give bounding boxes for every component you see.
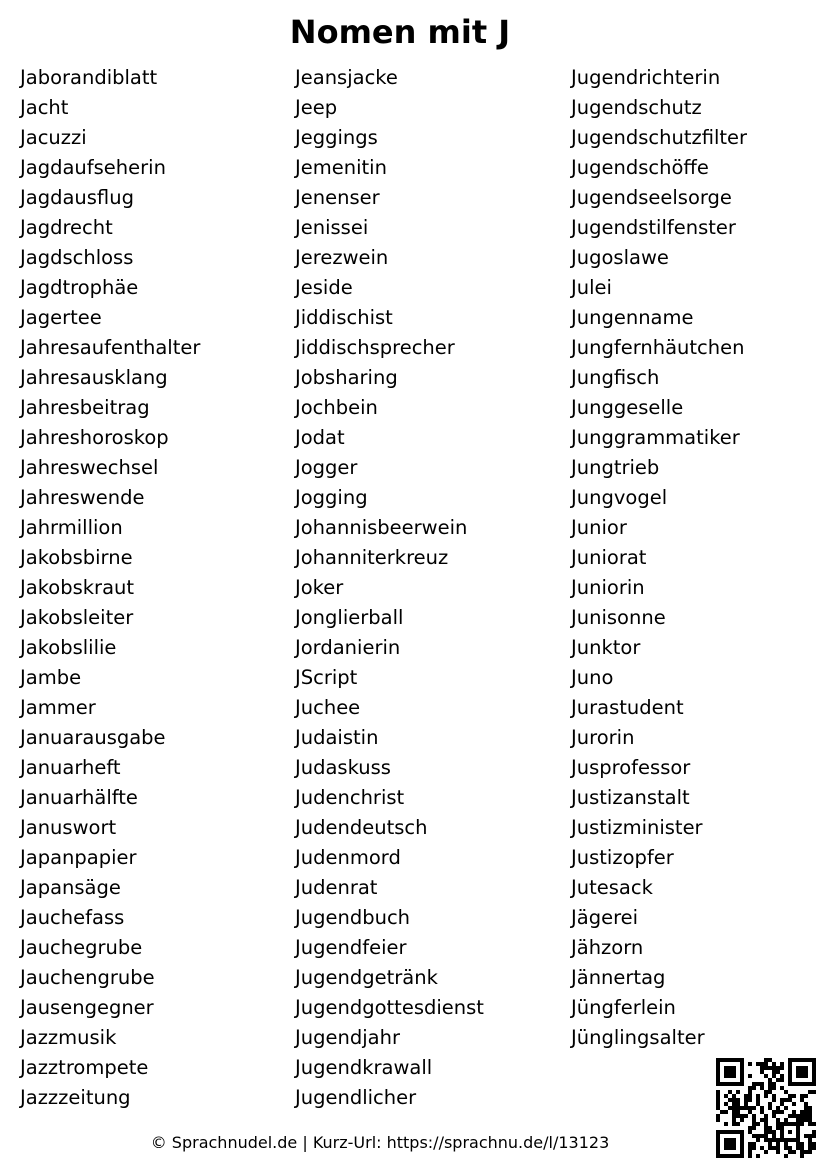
word-item: Jurorin: [571, 726, 635, 749]
word-item: Juniorat: [571, 546, 647, 569]
word-item: JScript: [295, 666, 358, 689]
word-item: Jahreswende: [20, 486, 145, 509]
word-item: Jakobsbirne: [20, 546, 133, 569]
word-item: Jobsharing: [295, 366, 398, 389]
word-item: Justizopfer: [571, 846, 674, 869]
word-item: Jahrmillion: [20, 516, 123, 539]
word-item: Jauchegrube: [20, 936, 143, 959]
word-item: Jugendjahr: [295, 1026, 400, 1049]
word-item: Jerezwein: [295, 246, 389, 269]
word-item: Jugendrichterin: [571, 66, 721, 89]
word-item: Jazztrompete: [20, 1056, 149, 1079]
word-item: Johannisbeerwein: [295, 516, 468, 539]
word-item: Jugendseelsorge: [571, 186, 732, 209]
word-item: Jammer: [20, 696, 96, 719]
word-item: Jüngferlein: [571, 996, 676, 1019]
word-item: Judenmord: [295, 846, 401, 869]
word-item: Jeggings: [295, 126, 378, 149]
word-item: Jonglierball: [295, 606, 404, 629]
word-item: Jahresausklang: [20, 366, 168, 389]
word-item: Junggrammatiker: [571, 426, 740, 449]
word-item: Japanpapier: [20, 846, 137, 869]
word-item: Jakobslilie: [20, 636, 117, 659]
word-item: Jännertag: [571, 966, 666, 989]
word-item: Jogger: [295, 456, 358, 479]
word-item: Jurastudent: [571, 696, 684, 719]
word-item: Jugendschutz: [571, 96, 702, 119]
word-item: Jugendbuch: [295, 906, 411, 929]
word-item: Jagdschloss: [20, 246, 134, 269]
word-item: Jaborandiblatt: [20, 66, 158, 89]
word-item: Jagdtrophäe: [20, 276, 139, 299]
word-item: Junisonne: [571, 606, 666, 629]
word-item: Jutesack: [571, 876, 653, 899]
word-item: Junggeselle: [571, 396, 684, 419]
word-item: Jusprofessor: [571, 756, 691, 779]
word-item: Januarausgabe: [20, 726, 166, 749]
word-item: Jagdaufseherin: [20, 156, 166, 179]
footer-credit: © Sprachnudel.de | Kurz-Url: https://sprachnu.de/l/13123: [150, 1133, 610, 1152]
word-item: Jungenname: [571, 306, 694, 329]
word-column-3: [571, 63, 747, 1053]
page-title: Nomen mit J: [289, 13, 511, 51]
word-item: Justizanstalt: [571, 786, 690, 809]
word-item: Judaskuss: [295, 756, 391, 779]
word-item: Jungtrieb: [571, 456, 660, 479]
word-item: Jeep: [295, 96, 338, 119]
word-item: Jenenser: [295, 186, 380, 209]
word-item: Jugendschutzfilter: [571, 126, 748, 149]
word-item: Jacuzzi: [20, 126, 87, 149]
word-item: Junktor: [571, 636, 641, 659]
word-item: Jugendgetränk: [295, 966, 438, 989]
word-item: Jägerei: [571, 906, 639, 929]
word-item: Jahreshoroskop: [20, 426, 169, 449]
word-item: Jugendstilfenster: [571, 216, 736, 239]
word-item: Jungfisch: [571, 366, 660, 389]
word-item: Jungfernhäutchen: [571, 336, 745, 359]
word-item: Jungvogel: [571, 486, 668, 509]
word-item: Jugendlicher: [295, 1086, 417, 1109]
word-item: Jazzmusik: [20, 1026, 117, 1049]
word-item: Juno: [571, 666, 614, 689]
word-item: Joker: [295, 576, 344, 599]
word-item: Jeansjacke: [295, 66, 398, 89]
word-item: Jugendfeier: [295, 936, 407, 959]
word-item: Juchee: [295, 696, 361, 719]
word-item: Juniorin: [571, 576, 645, 599]
word-item: Judendeutsch: [295, 816, 428, 839]
word-item: Justizminister: [571, 816, 703, 839]
word-item: Jahresbeitrag: [20, 396, 150, 419]
word-item: Jiddischsprecher: [295, 336, 455, 359]
word-item: Jahreswechsel: [20, 456, 159, 479]
word-item: Jahresaufenthalter: [20, 336, 201, 359]
word-item: Jacht: [20, 96, 69, 119]
word-item: Jenissei: [295, 216, 369, 239]
word-item: Januarheft: [20, 756, 121, 779]
word-item: Jordanierin: [295, 636, 401, 659]
word-item: Jakobsleiter: [20, 606, 134, 629]
word-item: Judaistin: [295, 726, 379, 749]
word-item: Jünglingsalter: [571, 1026, 705, 1049]
word-item: Jagdrecht: [20, 216, 113, 239]
word-item: Jogging: [295, 486, 368, 509]
word-item: Jiddischist: [295, 306, 393, 329]
word-item: Jeside: [295, 276, 353, 299]
word-item: Jakobskraut: [20, 576, 135, 599]
word-column-2: [295, 63, 484, 1113]
word-item: Jausengegner: [20, 996, 154, 1019]
word-item: Julei: [571, 276, 612, 299]
word-item: Jambe: [20, 666, 82, 689]
word-item: Jugendgottesdienst: [295, 996, 484, 1019]
word-item: Judenrat: [295, 876, 378, 899]
word-item: Jodat: [295, 426, 345, 449]
word-item: Jähzorn: [571, 936, 644, 959]
word-column-1: [20, 63, 200, 1113]
word-item: Judenchrist: [295, 786, 405, 809]
word-item: Jagdausflug: [20, 186, 134, 209]
word-item: Japansäge: [20, 876, 121, 899]
word-item: Jauchengrube: [20, 966, 155, 989]
word-item: Jochbein: [295, 396, 378, 419]
word-item: Jagertee: [20, 306, 102, 329]
word-item: Johanniterkreuz: [295, 546, 449, 569]
word-item: Jemenitin: [295, 156, 387, 179]
word-item: Jugoslawe: [571, 246, 669, 269]
word-item: Jugendkrawall: [295, 1056, 433, 1079]
word-item: Januswort: [20, 816, 117, 839]
word-item: Jazzzeitung: [20, 1086, 131, 1109]
word-item: Jugendschöffe: [571, 156, 709, 179]
word-item: Jauchefass: [20, 906, 125, 929]
word-item: Junior: [571, 516, 627, 539]
word-item: Januarhälfte: [20, 786, 138, 809]
